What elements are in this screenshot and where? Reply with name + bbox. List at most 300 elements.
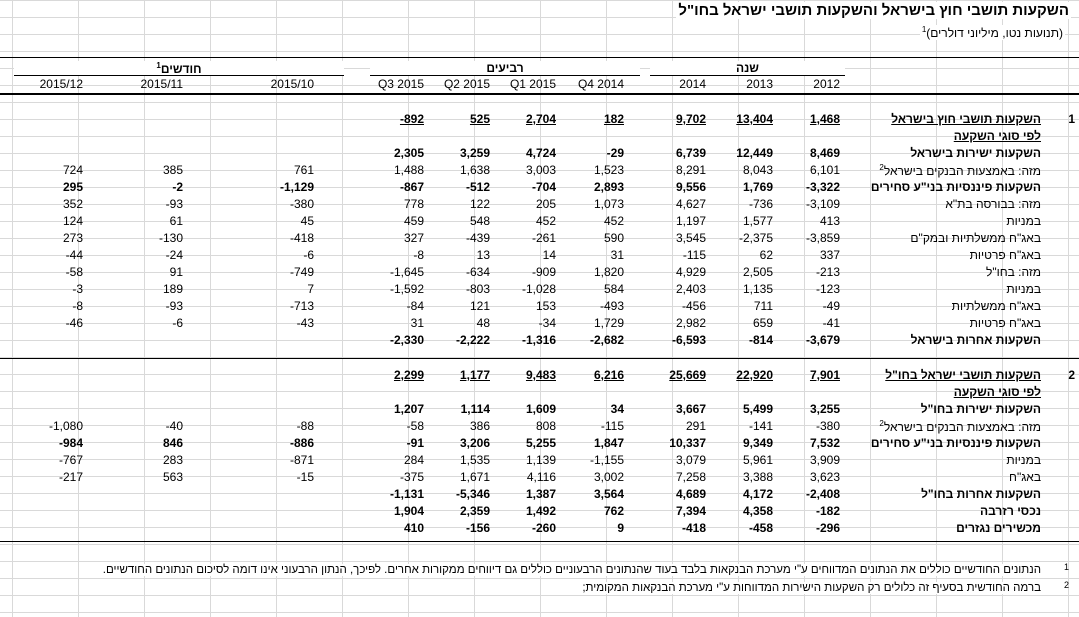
- subtitle-footnote-ref: 1: [921, 25, 927, 34]
- table-cell: -1,129: [279, 180, 314, 194]
- subtitle-text: (תנועות נטו, מיליוני דולרים): [926, 26, 1063, 40]
- table-row: [0, 435, 1079, 452]
- table-cell: -6,593: [671, 333, 706, 347]
- table-cell: -49: [822, 299, 840, 313]
- table-cell: 273: [62, 231, 83, 245]
- footnote-number: 1: [1063, 562, 1069, 572]
- row-label-text: השקעות אחרות בחו"ל: [921, 487, 1041, 501]
- row-label: [851, 419, 1041, 434]
- row-label-text: במניות: [1006, 282, 1041, 296]
- table-cell: 1,177: [459, 368, 490, 382]
- column-header: Q1 2015: [509, 77, 556, 91]
- table-cell: 410: [403, 521, 424, 535]
- table-cell: 4,116: [526, 470, 556, 484]
- row-label-text: מזה: בבורסה בת"א: [945, 197, 1041, 211]
- row-label: [851, 402, 1041, 416]
- group-header-months-label: חודשים: [160, 62, 202, 76]
- footnote-text: הנתונים החודשיים כוללים את הנתונים המדווחים ע"י מערכת הבנקאות בלבד בעוד שהנתונים הרבעוניים כוללים גם דיווחים ממקורות אחרים. לפיכך, הנתון הרבעוני אינו דומה לסיכום הנתונים החודשיים.: [102, 564, 1041, 576]
- table-cell: 1,139: [525, 453, 556, 467]
- table-cell: -3,109: [805, 197, 840, 211]
- section-separator: [0, 358, 1079, 359]
- table-cell: -380: [289, 197, 314, 211]
- row-label-text: באג"ח ממשלתיות: [951, 299, 1041, 313]
- table-cell: 34: [610, 402, 624, 416]
- row-label-text: לפי סוגי השקעה: [953, 385, 1041, 399]
- table-cell: 189: [162, 282, 183, 296]
- row-number: 2: [1068, 368, 1075, 382]
- row-label-text: השקעות ישירות בישראל: [910, 146, 1041, 160]
- table-cell: -58: [65, 265, 83, 279]
- table-cell: -418: [681, 521, 706, 535]
- table-row: [0, 281, 1079, 298]
- row-label-text: השקעות פיננסיות בני"ע סחירים: [870, 180, 1041, 194]
- table-cell: -814: [748, 333, 773, 347]
- table-cell: 2,305: [393, 146, 424, 160]
- row-label-text: באג"ח פרטיות: [969, 316, 1041, 330]
- table-cell: -58: [406, 419, 424, 433]
- row-label: [851, 282, 1041, 296]
- table-row: [0, 230, 1079, 247]
- table-cell: 1,847: [593, 436, 624, 450]
- column-header: Q4 2014: [577, 77, 624, 91]
- table-cell: 4,929: [675, 265, 706, 279]
- table-cell: 13: [476, 248, 490, 262]
- table-cell: -115: [600, 419, 624, 433]
- table-cell: 778: [403, 197, 424, 211]
- table-cell: 1,114: [460, 402, 490, 416]
- table-cell: 121: [469, 299, 490, 313]
- table-cell: -2,682: [589, 333, 624, 347]
- footnote-text: ברמה החודשית בסעיף זה כלולים רק השקעות הישירות המדווחות ע"י מערכת הבנקאות המקומית;: [582, 582, 1041, 594]
- table-cell: -380: [815, 419, 840, 433]
- table-cell: -15: [296, 470, 314, 484]
- table-cell: 3,909: [809, 453, 840, 467]
- table-cell: 48: [476, 316, 490, 330]
- table-cell: 62: [759, 248, 773, 262]
- table-cell: 4,627: [675, 197, 706, 211]
- row-label-text: השקעות אחרות בישראל: [910, 333, 1041, 347]
- table-row: [0, 384, 1079, 401]
- header-bottom-rule: [0, 93, 1079, 95]
- table-cell: 3,003: [525, 163, 556, 177]
- table-row: [0, 162, 1079, 179]
- table-cell: -3: [72, 282, 83, 296]
- table-cell: -260: [531, 521, 556, 535]
- row-label: [851, 129, 1041, 143]
- row-label: [851, 146, 1041, 160]
- table-cell: 22,920: [736, 368, 773, 382]
- table-cell: 3,259: [459, 146, 490, 160]
- table-cell: -44: [65, 248, 83, 262]
- table-cell: 3,545: [675, 231, 706, 245]
- table-cell: 6,101: [809, 163, 840, 177]
- row-label-text: באג"ח פרטיות: [969, 248, 1041, 262]
- table-cell: 9,702: [675, 112, 706, 126]
- table-cell: 3,079: [675, 453, 706, 467]
- table-cell: 12,449: [736, 146, 773, 160]
- table-cell: 1,488: [393, 163, 424, 177]
- table-cell: 3,206: [459, 436, 490, 450]
- table-cell: -418: [289, 231, 314, 245]
- table-cell: 413: [819, 214, 840, 228]
- table-cell: -704: [531, 180, 556, 194]
- table-cell: -6: [303, 248, 314, 262]
- footnote-2: [0, 580, 1079, 597]
- table-cell: 2,982: [675, 316, 706, 330]
- table-cell: 4,689: [675, 487, 706, 501]
- table-cell: -24: [165, 248, 183, 262]
- row-label: [851, 385, 1041, 399]
- months-footnote-ref: 1: [156, 61, 161, 70]
- table-cell: -892: [399, 112, 424, 126]
- table-cell: 584: [603, 282, 624, 296]
- table-cell: -41: [822, 316, 840, 330]
- row-label: [851, 504, 1041, 518]
- table-cell: 3,623: [809, 470, 840, 484]
- table-cell: -6: [172, 316, 183, 330]
- table-cell: 8,291: [675, 163, 706, 177]
- group-header-months: [14, 61, 344, 76]
- table-cell: -296: [815, 521, 840, 535]
- table-row: [0, 196, 1079, 213]
- footnote-number: 2: [1063, 580, 1069, 590]
- table-cell: -3,859: [805, 231, 840, 245]
- table-cell: 9,349: [742, 436, 773, 450]
- table-cell: 13,404: [736, 112, 773, 126]
- table-cell: -43: [296, 316, 314, 330]
- table-row: [0, 247, 1079, 264]
- row-label: [851, 112, 1041, 126]
- table-cell: 6,739: [675, 146, 706, 160]
- table-cell: -123: [815, 282, 840, 296]
- table-cell: -34: [538, 316, 556, 330]
- table-cell: 659: [752, 316, 773, 330]
- table-cell: -217: [58, 470, 83, 484]
- table-row: [0, 520, 1079, 537]
- row-label-text: מזה: בחו"ל: [986, 265, 1041, 279]
- page-title: השקעות תושבי חוץ בישראל והשקעות תושבי ישראל בחו"ל: [678, 2, 1069, 19]
- table-cell: 3,564: [593, 487, 624, 501]
- table-cell: 91: [169, 265, 183, 279]
- table-cell: 1,609: [525, 402, 556, 416]
- table-row: [0, 469, 1079, 486]
- row-number: 1: [1068, 112, 1075, 126]
- table-cell: 4,724: [525, 146, 556, 160]
- row-label: [851, 197, 1041, 211]
- column-header: 2013: [746, 77, 773, 91]
- table-cell: -46: [65, 316, 83, 330]
- table-cell: -512: [465, 180, 490, 194]
- table-cell: 2,893: [593, 180, 624, 194]
- table-cell: -749: [289, 265, 314, 279]
- row-label: [851, 333, 1041, 347]
- table-cell: 31: [410, 316, 424, 330]
- table-cell: -141: [748, 419, 773, 433]
- table-cell: 1,523: [593, 163, 624, 177]
- table-cell: 291: [685, 419, 706, 433]
- row-label: [851, 214, 1041, 228]
- column-header: Q2 2015: [443, 77, 490, 91]
- table-cell: 563: [162, 470, 183, 484]
- table-cell: 9: [617, 521, 624, 535]
- table-cell: 1,671: [459, 470, 490, 484]
- table-cell: 459: [403, 214, 424, 228]
- row-label: [851, 299, 1041, 313]
- table-row: [0, 213, 1079, 230]
- table-cell: 2,704: [525, 112, 556, 126]
- table-cell: 1,197: [675, 214, 706, 228]
- table-cell: 1,468: [809, 112, 840, 126]
- table-cell: -1,155: [589, 453, 624, 467]
- table-cell: -1,028: [521, 282, 556, 296]
- row-label: [851, 453, 1041, 467]
- table-cell: 1,769: [742, 180, 773, 194]
- footnote-1: [0, 562, 1079, 579]
- table-cell: 352: [62, 197, 83, 211]
- table-cell: -439: [465, 231, 490, 245]
- table-cell: 337: [819, 248, 840, 262]
- group-header-year: שנה: [650, 61, 845, 76]
- table-row: [0, 315, 1079, 332]
- table-cell: 7,532: [809, 436, 840, 450]
- table-cell: -3,322: [805, 180, 840, 194]
- table-cell: -156: [465, 521, 490, 535]
- table-cell: 808: [535, 419, 556, 433]
- table-cell: -909: [531, 265, 556, 279]
- row-label-text: לפי סוגי השקעה: [953, 129, 1041, 143]
- table-cell: -40: [165, 419, 183, 433]
- table-cell: -2,330: [389, 333, 424, 347]
- table-cell: -634: [465, 265, 490, 279]
- header-top-rule: [0, 57, 1079, 58]
- table-cell: 2,359: [459, 504, 490, 518]
- table-cell: 10,337: [669, 436, 706, 450]
- row-label-text: במניות: [1006, 214, 1041, 228]
- table-row: [0, 503, 1079, 520]
- table-cell: -736: [748, 197, 773, 211]
- table-cell: -2,408: [805, 487, 840, 501]
- table-cell: 3,388: [742, 470, 773, 484]
- row-label-text: השקעות ישירות בחו"ל: [920, 402, 1041, 416]
- table-cell: 124: [62, 214, 83, 228]
- table-cell: 5,499: [742, 402, 773, 416]
- table-cell: 5,961: [742, 453, 773, 467]
- table-row: [0, 145, 1079, 162]
- footnote-ref: 2: [879, 163, 884, 172]
- table-cell: 2,403: [675, 282, 706, 296]
- table-cell: 1,492: [525, 504, 556, 518]
- column-header: 2015/11: [140, 77, 183, 91]
- table-cell: 205: [535, 197, 556, 211]
- table-row: [0, 418, 1079, 435]
- group-header-quarters: רביעים: [370, 61, 640, 76]
- table-cell: -5,346: [455, 487, 490, 501]
- row-label-text: במניות: [1006, 453, 1041, 467]
- table-cell: 1,638: [459, 163, 490, 177]
- table-cell: -130: [158, 231, 183, 245]
- table-bottom-rule: [0, 541, 1079, 542]
- table-cell: 7,394: [675, 504, 706, 518]
- table-cell: 846: [162, 436, 183, 450]
- table-cell: 1,820: [593, 265, 624, 279]
- table-cell: -871: [289, 453, 314, 467]
- row-label: [851, 436, 1041, 450]
- row-label: [851, 470, 1041, 484]
- row-label: [851, 487, 1041, 501]
- table-cell: -182: [815, 504, 840, 518]
- subtitle: [920, 25, 1065, 40]
- row-label: [851, 231, 1041, 245]
- row-label: [851, 180, 1041, 194]
- column-header: Q3 2015: [377, 77, 424, 91]
- table-cell: -1,316: [521, 333, 556, 347]
- row-label-text: מכשירים נגזרים: [956, 521, 1041, 535]
- table-cell: -261: [531, 231, 556, 245]
- table-cell: 6,216: [593, 368, 624, 382]
- table-cell: 548: [469, 214, 490, 228]
- row-label-text: באג"ח ממשלתיות ובמק"ם: [910, 231, 1041, 245]
- table-row: [0, 111, 1079, 128]
- table-cell: 8,043: [742, 163, 773, 177]
- table-cell: 284: [403, 453, 424, 467]
- table-cell: -213: [815, 265, 840, 279]
- table-cell: 1,729: [593, 316, 624, 330]
- table-cell: 1,577: [742, 214, 773, 228]
- table-cell: 452: [535, 214, 556, 228]
- table-cell: 14: [542, 248, 556, 262]
- footnote-ref: 2: [879, 419, 884, 428]
- table-cell: 3,002: [593, 470, 624, 484]
- table-cell: -767: [58, 453, 83, 467]
- table-cell: 724: [62, 163, 83, 177]
- table-cell: -803: [465, 282, 490, 296]
- table-cell: 7,258: [675, 470, 706, 484]
- row-label-text: באג"ח: [1009, 470, 1041, 484]
- table-row: [0, 401, 1079, 418]
- table-cell: 153: [535, 299, 556, 313]
- table-cell: 122: [469, 197, 490, 211]
- table-row: [0, 298, 1079, 315]
- table-cell: 525: [469, 112, 490, 126]
- table-cell: 2,505: [742, 265, 773, 279]
- table-cell: 2,299: [393, 368, 424, 382]
- table-cell: -713: [289, 299, 314, 313]
- table-cell: -2: [172, 180, 183, 194]
- row-label-text: השקעות פיננסיות בני"ע סחירים: [870, 436, 1041, 450]
- table-cell: 45: [300, 214, 314, 228]
- row-label: [851, 368, 1041, 382]
- row-label: [851, 316, 1041, 330]
- table-cell: 1,904: [393, 504, 424, 518]
- table-cell: -1,080: [48, 419, 83, 433]
- table-cell: -886: [289, 436, 314, 450]
- table-row: [0, 179, 1079, 196]
- table-cell: 1,135: [742, 282, 773, 296]
- table-cell: 283: [162, 453, 183, 467]
- table-cell: 9,483: [525, 368, 556, 382]
- table-row: [0, 128, 1079, 145]
- row-label-text: מזה: באמצעות הבנקים בישראל: [883, 420, 1041, 434]
- table-cell: 4,358: [742, 504, 773, 518]
- table-cell: 1,073: [593, 197, 624, 211]
- table-cell: 1,535: [459, 453, 490, 467]
- row-label-text: נכסי רזרבה: [979, 504, 1041, 518]
- row-label-text: מזה: באמצעות הבנקים בישראל: [883, 164, 1041, 178]
- table-cell: -93: [165, 299, 183, 313]
- column-header: 2014: [679, 77, 706, 91]
- table-cell: -3,679: [805, 333, 840, 347]
- table-cell: 3,667: [675, 402, 706, 416]
- table-cell: -1,592: [389, 282, 424, 296]
- column-header: 2012: [813, 77, 840, 91]
- table-row: [0, 367, 1079, 384]
- row-label: [851, 265, 1041, 279]
- table-cell: 7,901: [809, 368, 840, 382]
- table-cell: 3,255: [809, 402, 840, 416]
- table-cell: 590: [603, 231, 624, 245]
- table-cell: 711: [753, 299, 773, 313]
- table-cell: 762: [603, 504, 624, 518]
- column-header: 2015/10: [270, 77, 314, 91]
- table-cell: -458: [748, 521, 773, 535]
- table-row: [0, 486, 1079, 503]
- table-cell: -2,375: [738, 231, 773, 245]
- table-cell: 295: [62, 180, 83, 194]
- table-cell: -1,645: [389, 265, 424, 279]
- table-cell: 25,669: [669, 368, 706, 382]
- column-header: 2015/12: [39, 77, 83, 91]
- row-label-text: השקעות תושבי ישראל בחו"ל: [885, 368, 1041, 382]
- table-cell: 61: [169, 214, 183, 228]
- table-cell: -493: [599, 299, 624, 313]
- table-cell: -115: [682, 248, 706, 262]
- table-cell: -88: [296, 419, 314, 433]
- table-row: [0, 332, 1079, 349]
- table-cell: 1,207: [393, 402, 424, 416]
- table-cell: -867: [399, 180, 424, 194]
- table-cell: 4,172: [742, 487, 773, 501]
- table-row: [0, 452, 1079, 469]
- table-cell: 7: [307, 282, 314, 296]
- table-cell: -456: [681, 299, 706, 313]
- table-cell: -29: [606, 146, 624, 160]
- table-cell: 327: [403, 231, 424, 245]
- table-cell: 1,387: [525, 487, 556, 501]
- row-label: [851, 521, 1041, 535]
- table-cell: 452: [603, 214, 624, 228]
- table-cell: -91: [406, 436, 424, 450]
- table-cell: -375: [399, 470, 424, 484]
- table-cell: 386: [469, 419, 490, 433]
- table-cell: -1,131: [389, 487, 424, 501]
- table-row: [0, 264, 1079, 281]
- table-cell: -984: [58, 436, 83, 450]
- table-cell: -2,222: [455, 333, 490, 347]
- row-label-text: השקעות תושבי חוץ בישראל: [891, 112, 1041, 126]
- table-cell: 5,255: [525, 436, 556, 450]
- table-cell: -8: [413, 248, 424, 262]
- table-cell: -93: [165, 197, 183, 211]
- table-cell: -84: [406, 299, 424, 313]
- table-cell: 385: [162, 163, 183, 177]
- table-cell: 9,556: [675, 180, 706, 194]
- table-cell: 182: [603, 112, 624, 126]
- table-cell: 761: [293, 163, 314, 177]
- row-label: [851, 248, 1041, 262]
- table-cell: 31: [610, 248, 624, 262]
- table-cell: 8,469: [809, 146, 840, 160]
- row-label: [851, 163, 1041, 178]
